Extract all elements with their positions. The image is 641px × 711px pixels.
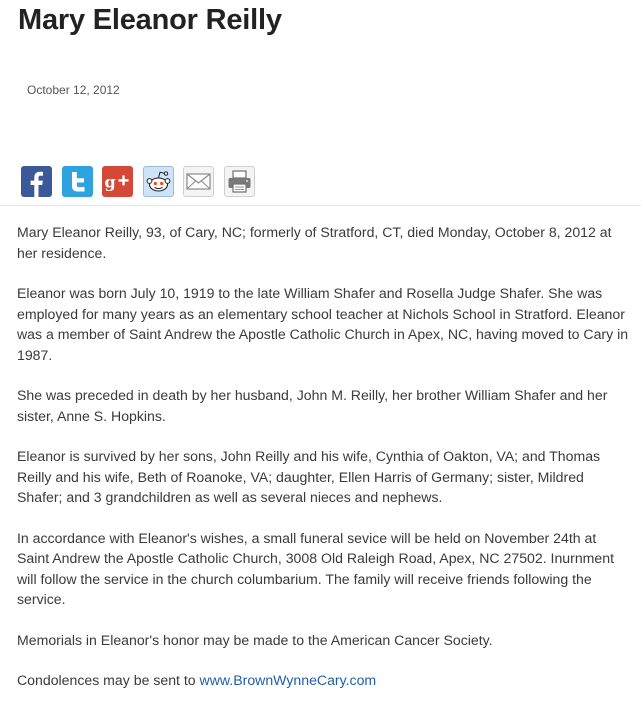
condolences-text: Condolences may be sent to <box>17 672 200 688</box>
paragraph-memorials: Memorials in Eleanor's honor may be made to the American Cancer Society. <box>17 631 493 648</box>
obituary-body <box>17 222 631 711</box>
paragraph-survived: Eleanor is survived by her sons, John Reilly and his wife, Cynthia of Oakton, VA; and Thomas Reilly and his wife, Beth of Roanoke, VA; daughter, Ellen Harris of Germany; sister, Mildred Shafer; and 3 grandchildren as well as several nieces and nephews. <box>17 448 601 505</box>
paragraph-death-notice: Mary Eleanor Reilly, 93, of Cary, NC; formerly of Stratford, CT, died Monday, October 8, 2012 at her residence. <box>17 224 612 261</box>
print-button[interactable] <box>224 166 255 197</box>
share-bar <box>21 166 264 197</box>
print-icon <box>225 167 254 196</box>
svg-text:g: g <box>104 172 116 192</box>
email-share-button[interactable] <box>183 166 214 197</box>
google-plus-share-button[interactable] <box>102 166 133 197</box>
twitter-share-button[interactable] <box>62 166 93 197</box>
facebook-share-button[interactable] <box>21 166 52 197</box>
page-title: Mary Eleanor Reilly <box>18 4 282 36</box>
publish-date: October 12, 2012 <box>27 83 120 97</box>
google-plus-icon <box>102 166 133 197</box>
paragraph-condolences <box>17 670 631 691</box>
twitter-icon <box>62 166 93 197</box>
paragraph-funeral: In accordance with Eleanor's wishes, a small funeral sevice will be held on November 24th at Saint Andrew the Apostle Catholic Church, 3008 Old Raleigh Road, Apex, NC 27502. Inurnment will follow the service in the church columbarium. The family will receive friends following the service. <box>17 529 614 607</box>
reddit-icon <box>144 167 173 196</box>
content-divider <box>0 205 641 206</box>
facebook-icon <box>21 166 52 197</box>
paragraph-biography: Eleanor was born July 10, 1919 to the late William Shafer and Rosella Judge Shafer. She was employed for many years as an elementary school teacher at Nichols School in Stratford. Eleanor was a member of Saint Andrew the Apostle Catholic Church in Apex, NC, having moved to Cary in 1987. <box>17 285 629 363</box>
funeral-home-link[interactable]: www.BrownWynneCary.com <box>199 672 377 688</box>
paragraph-preceded: She was preceded in death by her husband, John M. Reilly, her brother William Shafer and her sister, Anne S. Hopkins. <box>17 387 608 424</box>
reddit-share-button[interactable] <box>143 166 174 197</box>
email-icon <box>184 167 213 196</box>
